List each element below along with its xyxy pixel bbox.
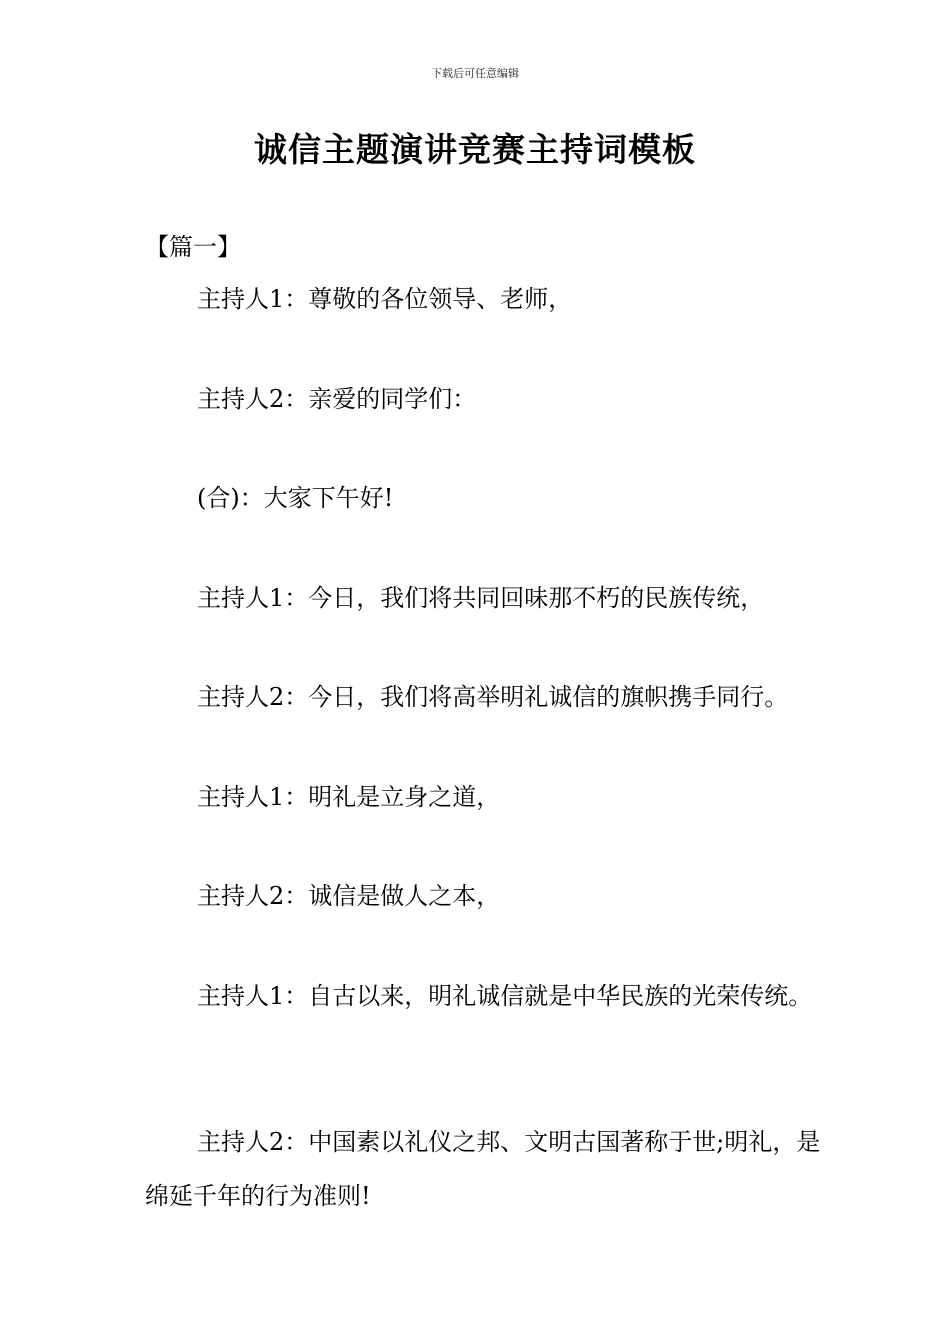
- paragraph-7: 主持人2：诚信是做人之本，: [197, 882, 501, 910]
- paragraph-8: 主持人1：自古以来，明礼诚信就是中华民族的光荣传统。: [197, 982, 813, 1010]
- paragraph-2: 主持人2：亲爱的同学们：: [197, 385, 477, 413]
- paragraph-9: 主持人2：中国素以礼仪之邦、文明古国著称于世;明礼，是绵延千年的行为准则!: [145, 1128, 821, 1210]
- header-note: 下载后可任意编辑: [431, 67, 519, 80]
- paragraph-1: 主持人1：尊敬的各位领导、老师，: [197, 285, 573, 313]
- paragraph-5: 主持人2：今日，我们将高举明礼诚信的旗帜携手同行。: [197, 683, 789, 711]
- document-title: 诚信主题演讲竞赛主持词模板: [254, 130, 696, 169]
- paragraph-4: 主持人1：今日，我们将共同回味那不朽的民族传统，: [197, 584, 765, 612]
- section-label: 【篇一】: [145, 233, 241, 261]
- paragraph-3: (合)：大家下午好!: [197, 484, 394, 512]
- paragraph-6: 主持人1：明礼是立身之道，: [197, 783, 501, 811]
